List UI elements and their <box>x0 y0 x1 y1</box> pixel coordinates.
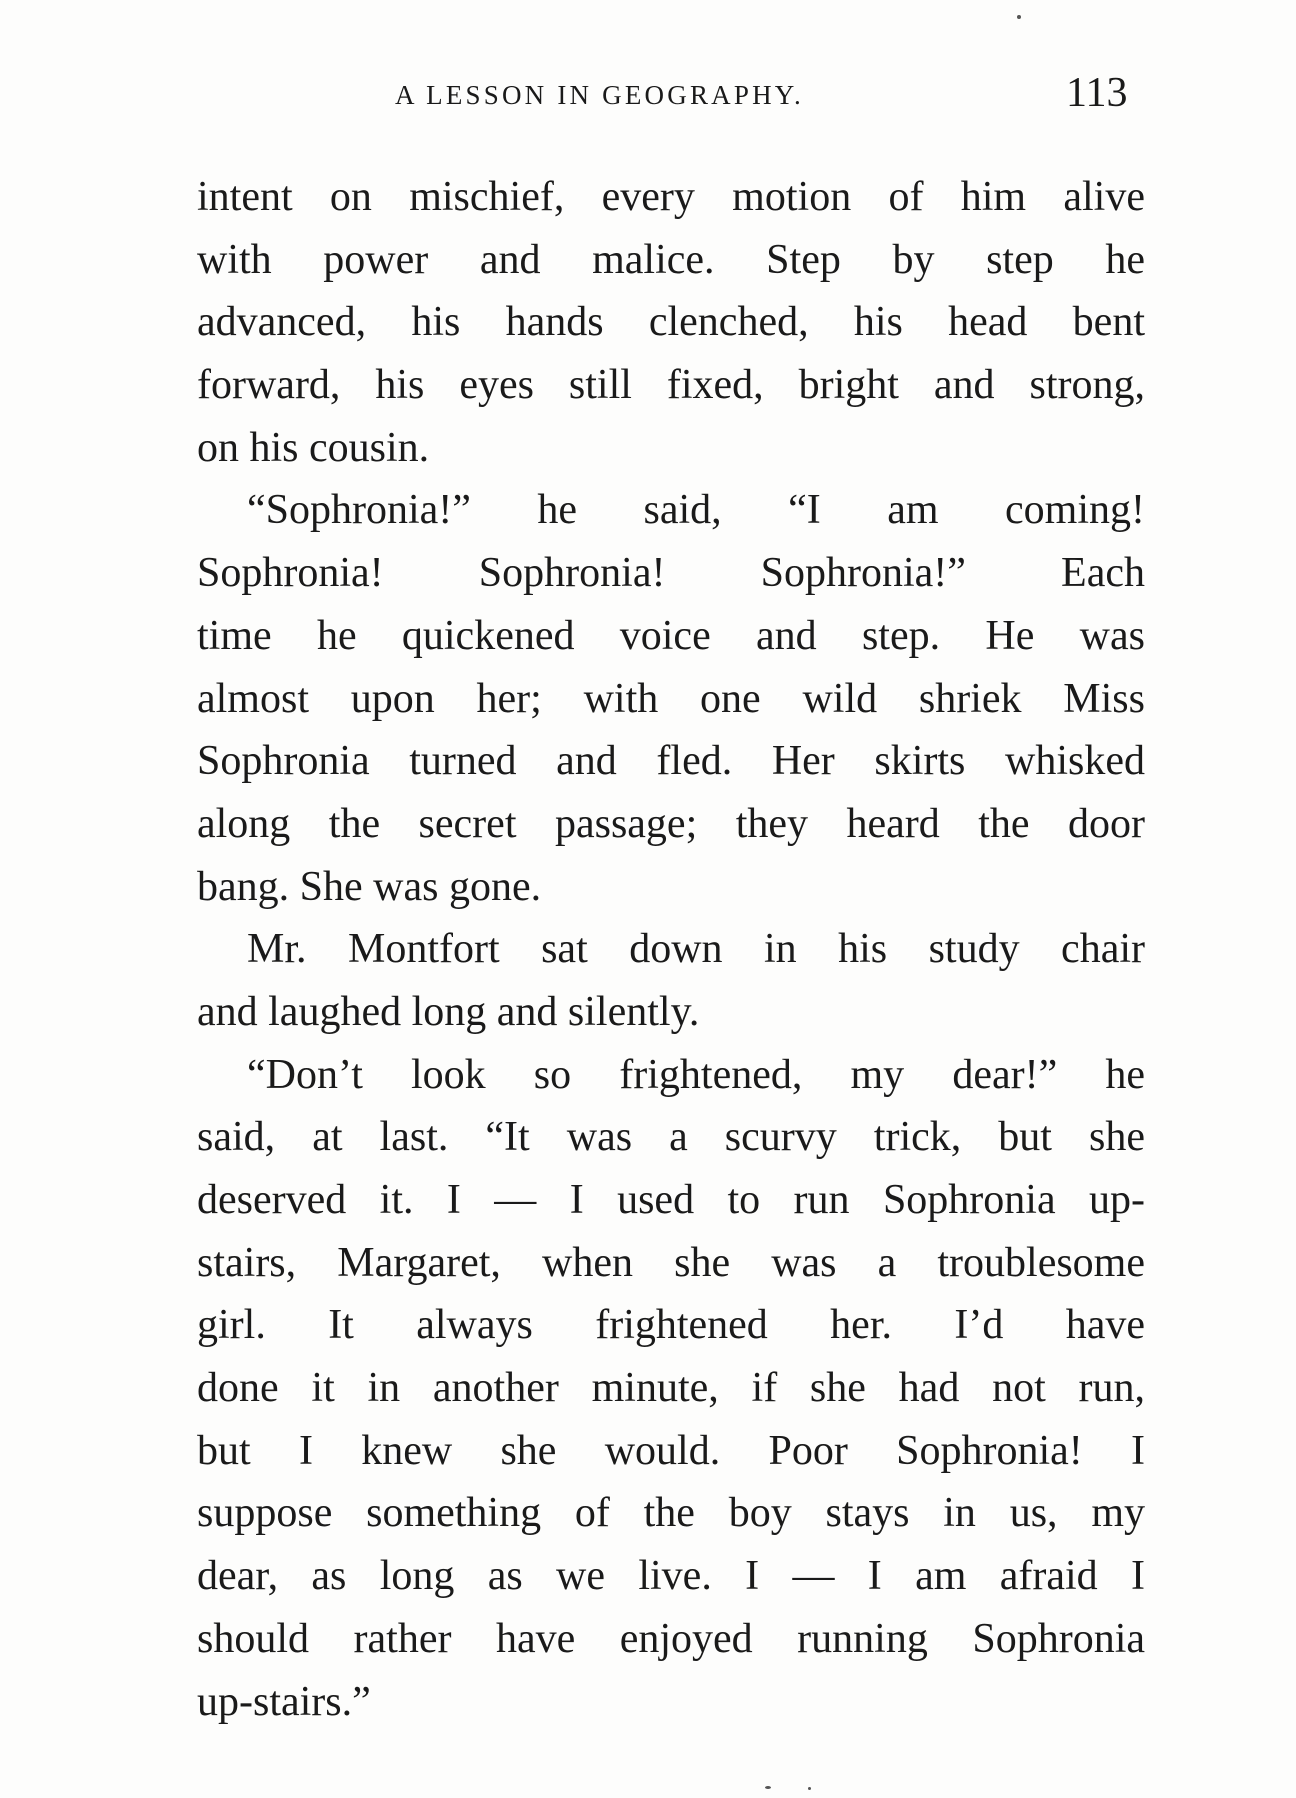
text-line: with power and malice. Step by step he <box>197 236 1145 283</box>
text-line: almost upon her; with one wild shriek Miss <box>197 675 1145 722</box>
text-line: suppose something of the boy stays in us, my <box>197 1490 1145 1537</box>
text-line: said, at last. “It was a scurvy trick, but she <box>197 1114 1145 1161</box>
text-line: forward, his eyes still fixed, bright and strong, <box>197 362 1145 409</box>
text-line: deserved it. I — I used to run Sophronia up- <box>197 1177 1145 1223</box>
text-line: bang. She was gone. <box>197 863 542 910</box>
body-text <box>197 166 1145 1733</box>
text-line: and laughed long and silently. <box>197 988 700 1035</box>
text-line: along the secret passage; they heard the door <box>197 800 1145 847</box>
text-line: Sophronia turned and fled. Her skirts whisked <box>197 738 1145 785</box>
running-title: A LESSON IN GEOGRAPHY. <box>395 80 804 110</box>
text-line: stairs, Margaret, when she was a troublesome <box>197 1239 1145 1286</box>
running-head <box>0 72 1296 122</box>
text-line: time he quickened voice and step. He was <box>197 612 1145 659</box>
text-line: “Sophronia!” he said, “I am coming! <box>247 487 1145 534</box>
text-line: done it in another minute, if she had not run, <box>197 1365 1145 1412</box>
page-number: 113 <box>1066 70 1128 116</box>
text-line: “Don’t look so frightened, my dear!” he <box>247 1051 1145 1098</box>
text-line: up-stairs.” <box>197 1678 371 1725</box>
text-line: but I knew she would. Poor Sophronia! I <box>197 1427 1145 1474</box>
print-speck <box>765 1786 771 1789</box>
text-line: Mr. Montfort sat down in his study chair <box>247 926 1145 973</box>
text-line: intent on mischief, every motion of him alive <box>197 174 1145 220</box>
text-line: advanced, his hands clenched, his head bent <box>197 299 1145 346</box>
print-speck <box>1017 15 1021 19</box>
text-line: should rather have enjoyed running Sophronia <box>197 1615 1145 1662</box>
text-line: Sophronia! Sophronia! Sophronia!” Each <box>197 550 1145 597</box>
text-line: dear, as long as we live. I — I am afraid I <box>197 1553 1145 1600</box>
text-line: girl. It always frightened her. I’d have <box>197 1302 1145 1349</box>
text-line: on his cousin. <box>197 424 430 471</box>
print-speck <box>808 1787 811 1790</box>
